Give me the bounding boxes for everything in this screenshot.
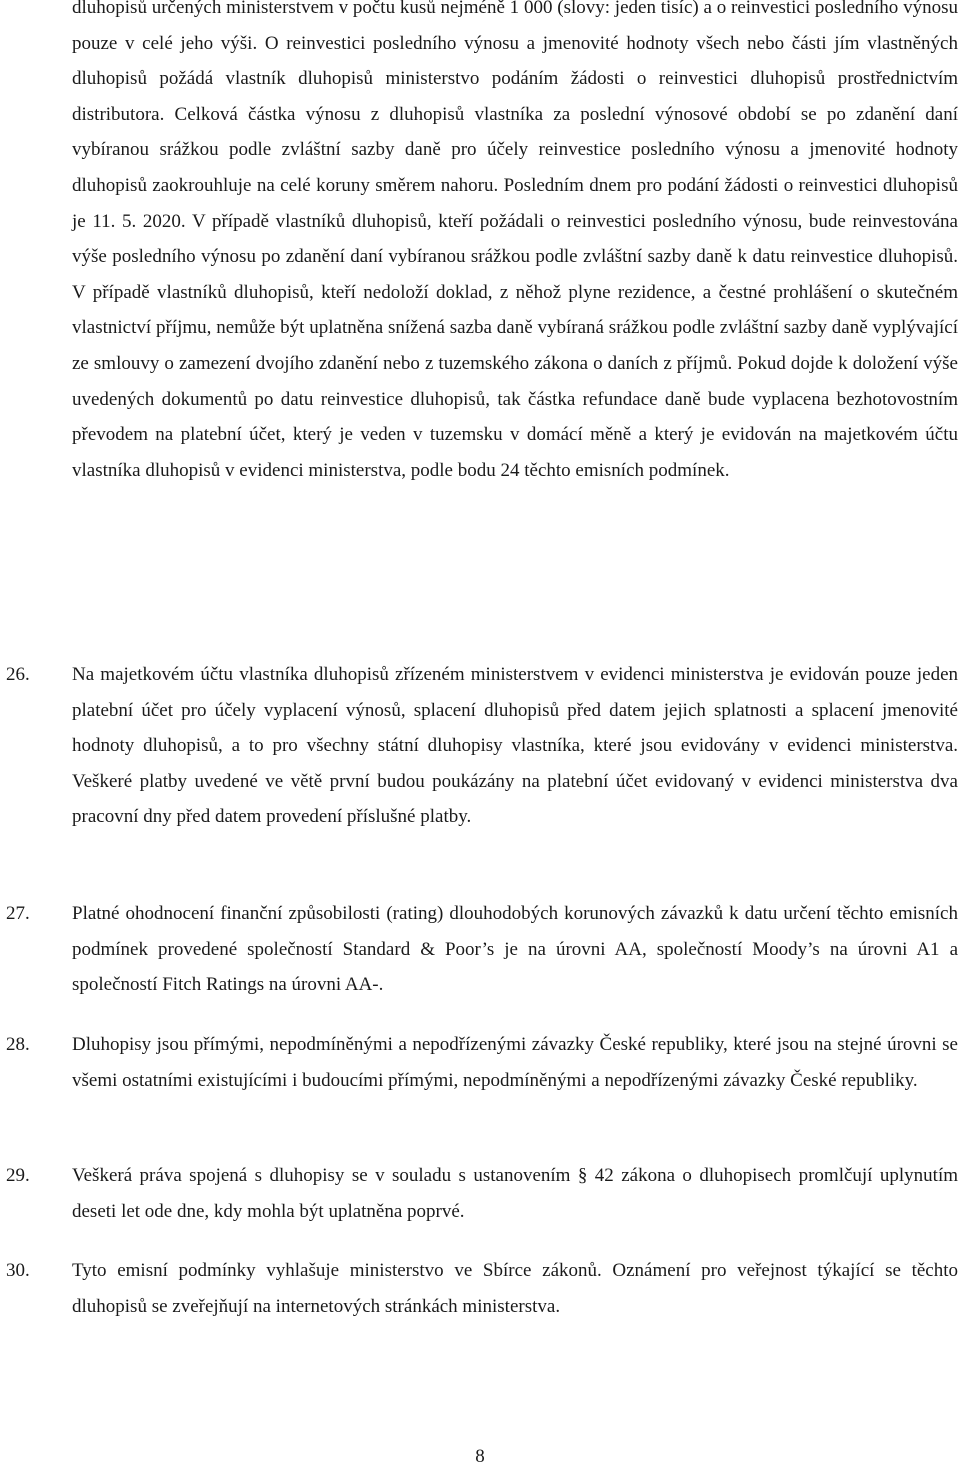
clause-number: 28. [6, 1034, 30, 1055]
clause-text: Platné ohodnocení finanční způsobilosti (rating) dlouhodobých korunových závazků k datu určení těchto emisních podmínek provedené společností Standard & Poor’s je na úrovni AA, společností Moody’s na úrovni A1 a společností Fitch Ratings na úrovni AA-. [72, 903, 958, 996]
clause-text: Na majetkovém účtu vlastníka dluhopisů zřízeném ministerstvem v evidenci ministerstva je evidován pouze jeden platební účet pro účely vyplacení výnosů, splacení dluhopisů před datem jejich splatnosti a splacení jmenovité hodnoty dluhopisů, a to pro všechny státní dluhopisy vlastníka, které jsou evidovány v evidenci ministerstva. Veškeré platby uvedené ve větě první budou poukázány na platební účet evidovaný v evidenci ministerstva dva pracovní dny před datem provedení příslušné platby. [72, 664, 958, 828]
clause-text: Veškerá práva spojená s dluhopisy se v souladu s ustanovením § 42 zákona o dluhopisech promlčují uplynutím deseti let ode dne, kdy mohla být uplatněna poprvé. [72, 1165, 958, 1222]
clause-number: 29. [6, 1165, 30, 1186]
page-number: 8 [475, 1446, 485, 1467]
clause-text: Dluhopisy jsou přímými, nepodmíněnými a nepodřízenými závazky České republiky, které jsou na stejné úrovni se všemi ostatními existujícími i budoucími přímými, nepodmíněnými a nepodřízenými závazky České republiky. [72, 1034, 958, 1091]
continuation-paragraph: dluhopisů určených ministerstvem v počtu kusů nejméně 1 000 (slovy: jeden tisíc) a o reinvestici posledního výnosu pouze v celé jeho výši. O reinvestici posledního výnosu a jmenovité hodnoty všech nebo části jím vlastněných dluhopisů požádá vlastník dluhopisů ministerstvo podáním žádosti o reinvestici dluhopisů prostřednictvím distributora. Celková částka výnosu z dluhopisů vlastníka za poslední výnosové období se po zdanění daní vybíranou srážkou podle zvláštní sazby daně pro účely reinvestice posledního výnosu a jmenovité hodnoty dluhopisů zaokrouhluje na celé koruny směrem nahoru. Posledním dnem pro podání žádosti o reinvestici dluhopisů je 11. 5. 2020. V případě vlastníků dluhopisů, kteří požádali o reinvestici posledního výnosu, bude reinvestována výše posledního výnosu po zdanění daní vybíranou srážkou podle zvláštní sazby daně k datu reinvestice dluhopisů. V případě vlastníků dluhopisů, kteří nedoloží doklad, z něhož plyne rezidence, a čestné prohlášení o skutečném vlastnictví příjmu, nemůže být uplatněna snížená sazba daně vybíraná srážkou podle zvláštní sazby daně vyplývající ze smlouvy o zamezení dvojího zdanění nebo z tuzemského zákona o daních z příjmů. Pokud dojde k doložení výše uvedených dokumentů po datu reinvestice dluhopisů, tak částka refundace daně bude vyplacena bezhotovostním převodem na platební účet, který je veden v tuzemsku v domácí měně a který je evidován na majetkovém účtu vlastníka dluhopisů v evidenci ministerstva, podle bodu 24 těchto emisních podmínek. [72, 0, 958, 481]
clause-text: Tyto emisní podmínky vyhlašuje ministerstvo ve Sbírce zákonů. Oznámení pro veřejnost týkající se těchto dluhopisů se zveřejňují na internetových stránkách ministerstva. [72, 1260, 958, 1317]
clause-number: 27. [6, 903, 30, 924]
clause-number: 30. [6, 1260, 30, 1281]
clause-number: 26. [6, 664, 30, 685]
